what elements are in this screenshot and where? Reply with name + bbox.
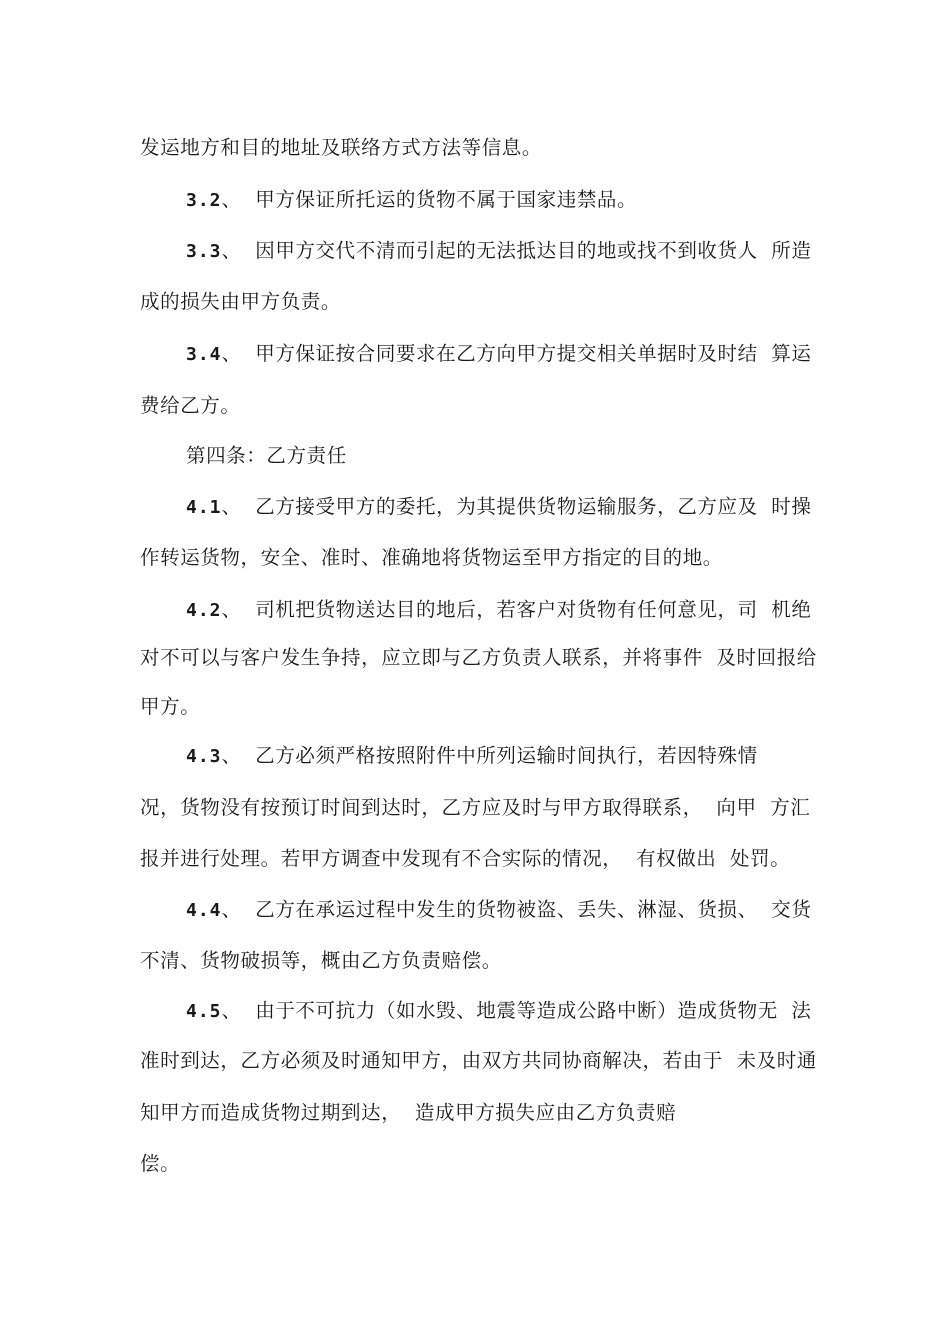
clause-number: 3.2 (186, 190, 222, 211)
text-line: 偿。 (140, 1152, 181, 1175)
clause-4-5 (186, 998, 812, 1025)
clause-4-1 (186, 494, 812, 521)
clause-number: 3.4 (186, 344, 222, 365)
text-line: 不清、货物破损等，概由乙方负责赔偿。 (140, 949, 502, 972)
clause-4-3 (186, 743, 758, 770)
clause-4-4 (186, 897, 812, 924)
clause-number: 4.3 (186, 746, 222, 767)
clause-3-2 (186, 187, 637, 214)
text-line: 况，货物没有按预订时间到达时，乙方应及时与甲方取得联系， 向甲 方汇 (140, 796, 811, 819)
clause-number: 4.5 (186, 1001, 222, 1022)
clause-text: 、 甲方保证所托运的货物不属于国家违禁品。 (221, 188, 638, 211)
clause-number: 4.1 (186, 497, 222, 518)
clause-3-4 (186, 341, 812, 368)
clause-number: 3.3 (186, 241, 222, 262)
clause-3-3 (186, 238, 812, 265)
clause-number: 4.4 (186, 900, 222, 921)
text-line: 发运地方和目的地址及联络方式方法等信息。 (140, 136, 543, 159)
clause-text: 、 乙方必须严格按照附件中所列运输时间执行，若因特殊情 (221, 744, 758, 767)
text-line: 甲方。 (140, 695, 201, 718)
clause-text: 、 由于不可抗力（如水毁、地震等造成公路中断）造成货物无 法 (221, 999, 812, 1022)
section-heading: 第四条：乙方责任 (186, 444, 347, 467)
clause-text: 、 乙方在承运过程中发生的货物被盗、丢失、淋湿、货损、 交货 (221, 898, 812, 921)
text-line: 费给乙方。 (140, 394, 241, 417)
clause-text: 、 因甲方交代不清而引起的无法抵达目的地或找不到收货人 所造 (221, 239, 812, 262)
text-line: 成的损失由甲方负责。 (140, 290, 342, 313)
text-line: 准时到达，乙方必须及时通知甲方，由双方共同协商解决，若由于 未及时通 (140, 1049, 817, 1072)
clause-text: 、 司机把货物送达目的地后，若客户对货物有任何意见，司 机绝 (221, 598, 812, 621)
text-line: 对不可以与客户发生争持，应立即与乙方负责人联系，并将事件 及时回报给 (140, 646, 817, 669)
text-line: 作转运货物，安全、准时、准确地将货物运至甲方指定的目的地。 (140, 546, 723, 569)
text-line: 报并进行处理。若甲方调查中发现有不合实际的情况， 有权做出 处罚。 (140, 847, 791, 870)
text-line: 知甲方而造成货物过期到达， 造成甲方损失应由乙方负责赔 (140, 1101, 677, 1124)
clause-number: 4.2 (186, 600, 222, 621)
clause-text: 、 甲方保证按合同要求在乙方向甲方提交相关单据时及时结 算运 (221, 342, 812, 365)
clause-4-2 (186, 597, 812, 624)
clause-text: 、 乙方接受甲方的委托，为其提供货物运输服务，乙方应及 时操 (221, 495, 812, 518)
